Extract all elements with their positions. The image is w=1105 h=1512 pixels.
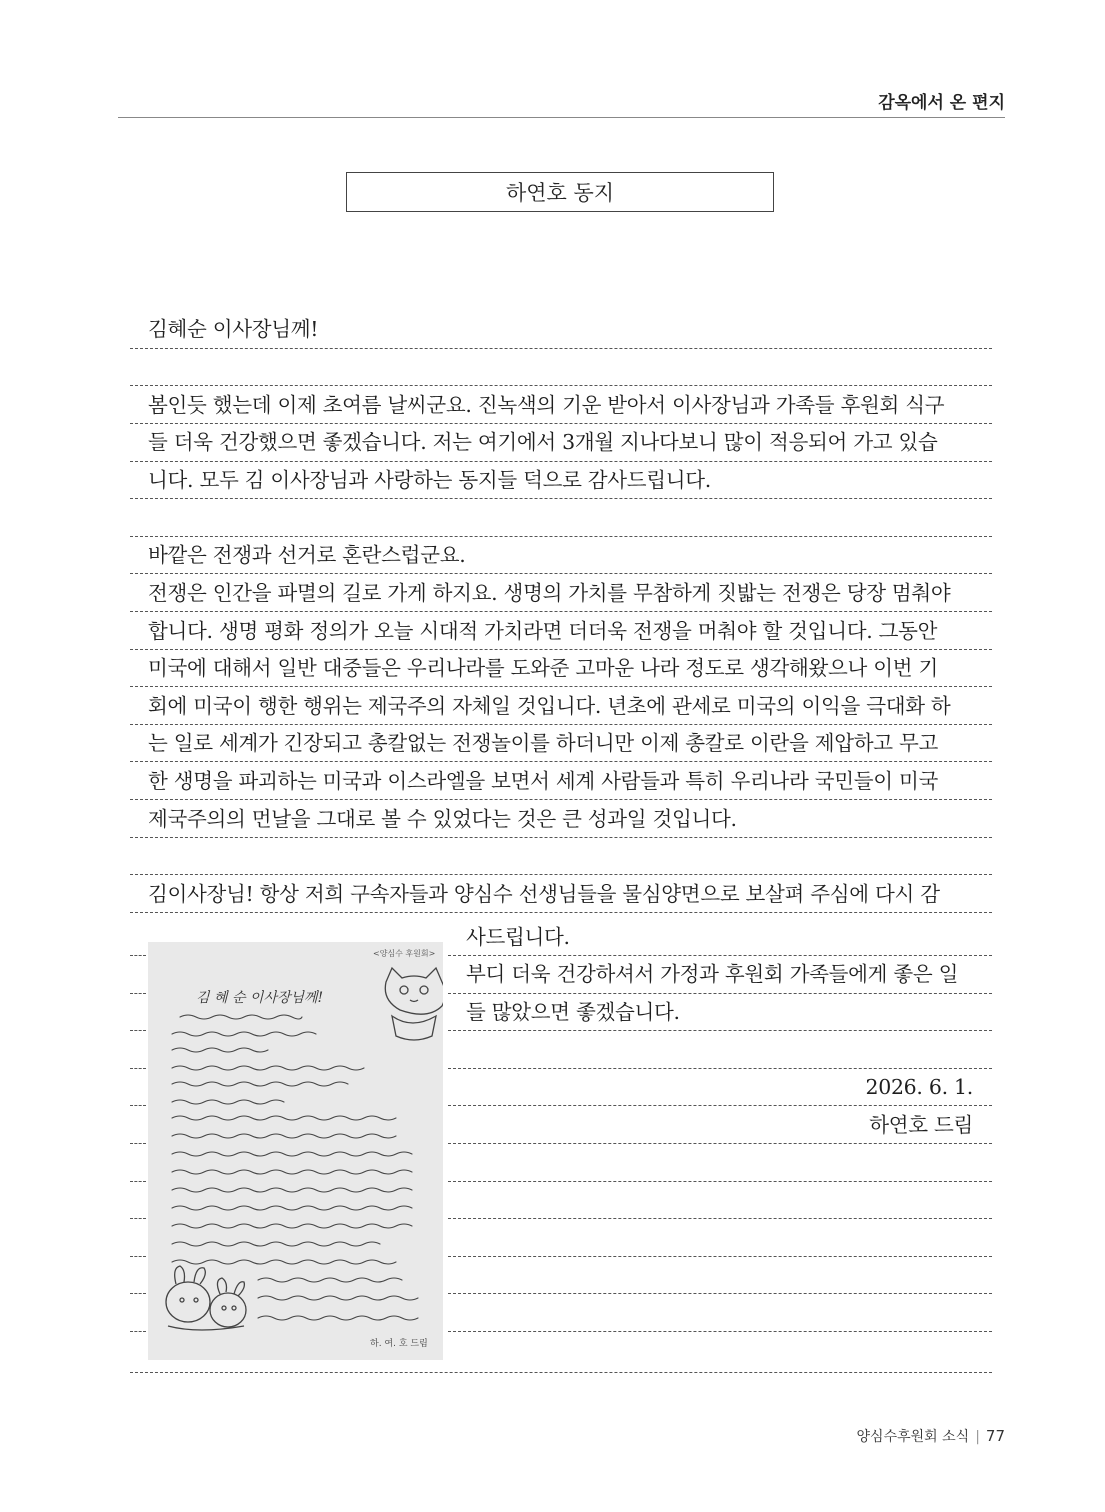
rule-line <box>130 761 992 762</box>
publication-name: 양심수후원회 소식 <box>856 1429 970 1445</box>
rule-line <box>130 461 992 462</box>
writer-name: 하연호 동지 <box>505 181 615 205</box>
rule-line <box>130 1143 146 1144</box>
rule-line <box>130 1068 146 1069</box>
paragraph-line: 제국주의의 먼날을 그대로 볼 수 있었다는 것은 큰 성과일 것입니다. <box>148 807 737 831</box>
rule-line <box>130 1105 146 1106</box>
section-title: 감옥에서 온 편지 <box>878 93 1005 113</box>
rule-line <box>130 799 992 800</box>
paragraph-line: 전쟁은 인간을 파멸의 길로 가게 하지요. 생명의 가치를 무참하게 짓밟는 전쟁은 당장 멈춰야 <box>148 581 951 605</box>
letter-date: 2026. 6. 1. <box>865 1075 973 1099</box>
rule-line <box>448 1068 992 1069</box>
rule-line <box>130 536 992 537</box>
rule-line <box>130 955 146 956</box>
paragraph-line: 김이사장님! 항상 저희 구속자들과 양심수 선생님들을 물심양면으로 보살펴 주심에 다시 감 <box>148 882 940 906</box>
rule-line <box>448 1030 992 1031</box>
paragraph-line: 는 일로 세계가 긴장되고 총칼없는 전쟁놀이를 하더니만 이제 총칼로 이란을 제압하고 무고 <box>148 731 938 755</box>
salutation: 김혜순 이사장님께! <box>148 317 319 341</box>
header-divider <box>118 117 1005 118</box>
rule-line <box>130 1331 146 1332</box>
paragraph-line: 합니다. 생명 평화 정의가 오늘 시대적 가치라면 더더욱 전쟁을 머춰야 할 것입니다. 그동안 <box>148 619 938 643</box>
rule-line <box>130 1030 146 1031</box>
rule-line <box>130 1372 992 1373</box>
rule-line <box>448 1181 992 1182</box>
paragraph-line: 사드립니다. <box>466 925 570 949</box>
paragraph-line: 들 더욱 건강했으면 좋겠습니다. 저는 여기에서 3개월 지나다보니 많이 적응되어 가고 있습 <box>148 430 938 454</box>
rule-line <box>448 1218 992 1219</box>
rule-line <box>130 912 992 913</box>
writer-name-box <box>346 172 774 212</box>
rule-line <box>130 686 992 687</box>
paragraph-line: 봄인듯 했는데 이제 초여름 날씨군요. 진녹색의 기운 받아서 이사장님과 가족들 후원회 식구 <box>148 393 945 417</box>
letter-signature: 하연호 드림 <box>869 1113 973 1137</box>
bunny-doodles <box>166 1266 246 1330</box>
rule-line <box>448 1256 992 1257</box>
rule-line <box>130 724 992 725</box>
rule-line <box>130 1293 146 1294</box>
rule-line <box>130 385 992 386</box>
paragraph-line: 한 생명을 파괴하는 미국과 이스라엘을 보면서 세계 사람들과 특히 우리나라 국민들이 미국 <box>148 769 938 793</box>
page-footer <box>857 1426 1005 1446</box>
scan-greeting: 김 혜 순 이사장님께! <box>196 990 324 1006</box>
rule-line <box>130 649 992 650</box>
paragraph-line: 들 많았으면 좋겠습니다. <box>466 1000 680 1024</box>
rule-line <box>448 955 992 956</box>
paragraph-line: 니다. 모두 김 이사장님과 사랑하는 동지들 덕으로 감사드립니다. <box>148 468 712 492</box>
rule-line <box>448 1293 992 1294</box>
paragraph-line: 바깥은 전쟁과 선거로 혼란스럽군요. <box>148 543 466 567</box>
page-number: 77 <box>985 1427 1005 1445</box>
rule-line <box>130 837 992 838</box>
paragraph-line: 미국에 대해서 일반 대중들은 우리나라를 도와준 고마운 나라 정도로 생각해왔으나 이번 기 <box>148 656 938 680</box>
rule-line <box>130 573 992 574</box>
rule-line <box>130 498 992 499</box>
rule-line <box>448 1105 992 1106</box>
paragraph-line: 회에 미국이 행한 행위는 제국주의 자체일 것입니다. 년초에 관세로 미국의 이익을 극대화 하 <box>148 694 951 718</box>
rule-line <box>448 1331 992 1332</box>
rule-line <box>130 423 992 424</box>
rule-line <box>130 874 992 875</box>
paragraph-line: 부디 더욱 건강하셔서 가정과 후원회 가족들에게 좋은 일 <box>466 962 959 986</box>
cat-doodle <box>385 968 443 1040</box>
rule-line <box>130 1181 146 1182</box>
rule-line <box>130 1256 146 1257</box>
footer-separator: | <box>975 1429 980 1445</box>
scan-signature: 하. 여. 호 드림 <box>370 1339 428 1349</box>
rule-line <box>448 1143 992 1144</box>
handwritten-letter-scan <box>148 942 443 1360</box>
rule-line <box>130 1218 146 1219</box>
rule-line <box>130 993 146 994</box>
rule-line <box>130 611 992 612</box>
rule-line <box>130 348 992 349</box>
rule-line <box>448 993 992 994</box>
scan-tag: <양심수 후원회> <box>373 949 436 958</box>
